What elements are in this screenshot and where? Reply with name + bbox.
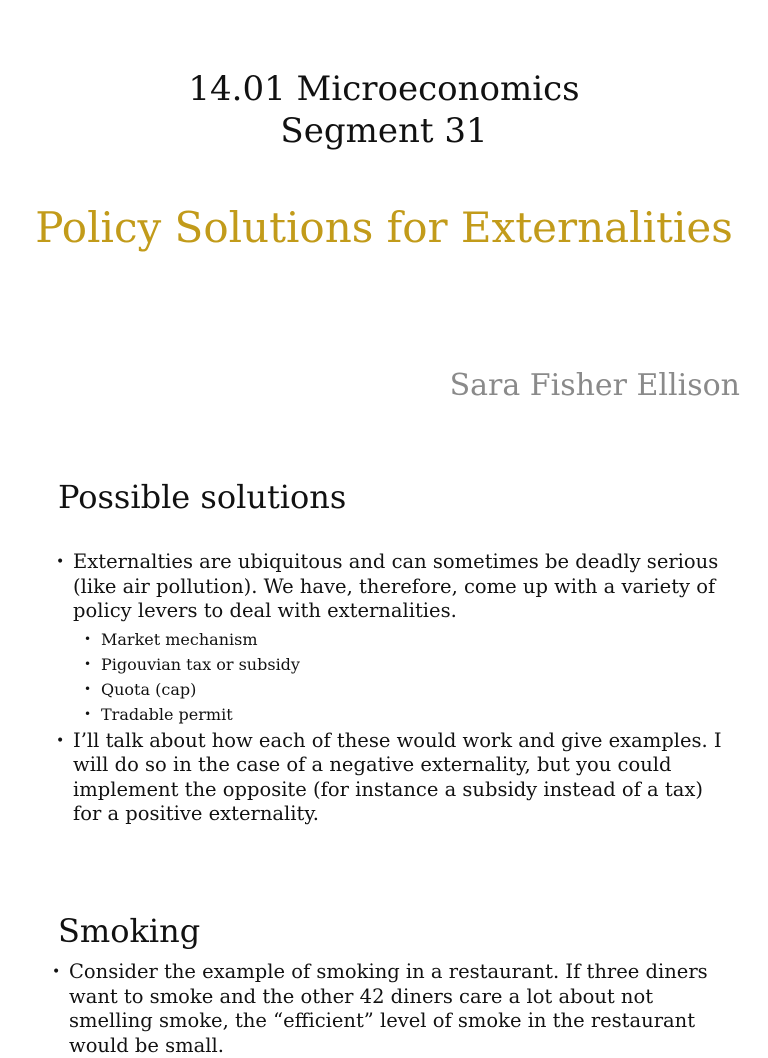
bullet-dot-icon: • [84,681,92,696]
bullet-dot-icon: • [56,732,65,749]
bullet-dot-icon: • [84,706,92,721]
bullet-item [56,550,724,727]
sub-bullet-item [84,677,724,702]
bullet-dot-icon: • [84,656,92,671]
sub-bullet-item [84,627,724,652]
bullet-text: I’ll talk about how each of these would work and give examples. I will do so in the case of a negative externality, but you could implement the opposite (for instance a subsidy instead of a tax) for a positive externality. [73,728,722,825]
sub-bullet-text: Quota (cap) [101,679,197,699]
bullet-text: Consider the example of smoking in a restaurant. If three diners want to smoke and the other 42 diners care a lot about not smelling smoke, the “efficient” level of smoke in the restaurant would be small. [69,960,708,1057]
slide-heading: Smoking [58,912,201,950]
deck-title: Policy Solutions for Externalities [35,203,733,252]
sub-bullet-item [84,702,724,727]
bullet-text: Externalties are ubiquitous and can sometimes be deadly serious (like air pollution). We have, therefore, come up with a variety of policy levers to deal with externalities. [73,550,719,622]
bullet-dot-icon: • [52,964,61,980]
author-name: Sara Fisher Ellison [449,368,740,403]
sub-bullet-text: Pigouvian tax or subsidy [101,654,300,674]
sub-bullet-text: Market mechanism [101,629,258,649]
sub-bullet-text: Tradable permit [101,704,233,724]
sub-bullet-item [84,652,724,677]
course-name: 14.01 Microeconomics [188,69,580,109]
bullet-list [52,960,724,1058]
possible-solutions-slide [0,432,768,892]
bullet-dot-icon: • [84,631,92,646]
segment-number: Segment 31 [280,111,488,151]
slide-heading: Possible solutions [58,478,347,516]
title-slide [0,0,768,432]
bullet-item [52,960,724,1058]
smoking-slide [0,892,768,1057]
course-title [0,68,768,152]
bullet-item [56,729,724,827]
bullet-dot-icon: • [56,554,65,570]
bullet-list [56,550,724,827]
sub-bullet-list [73,627,724,727]
